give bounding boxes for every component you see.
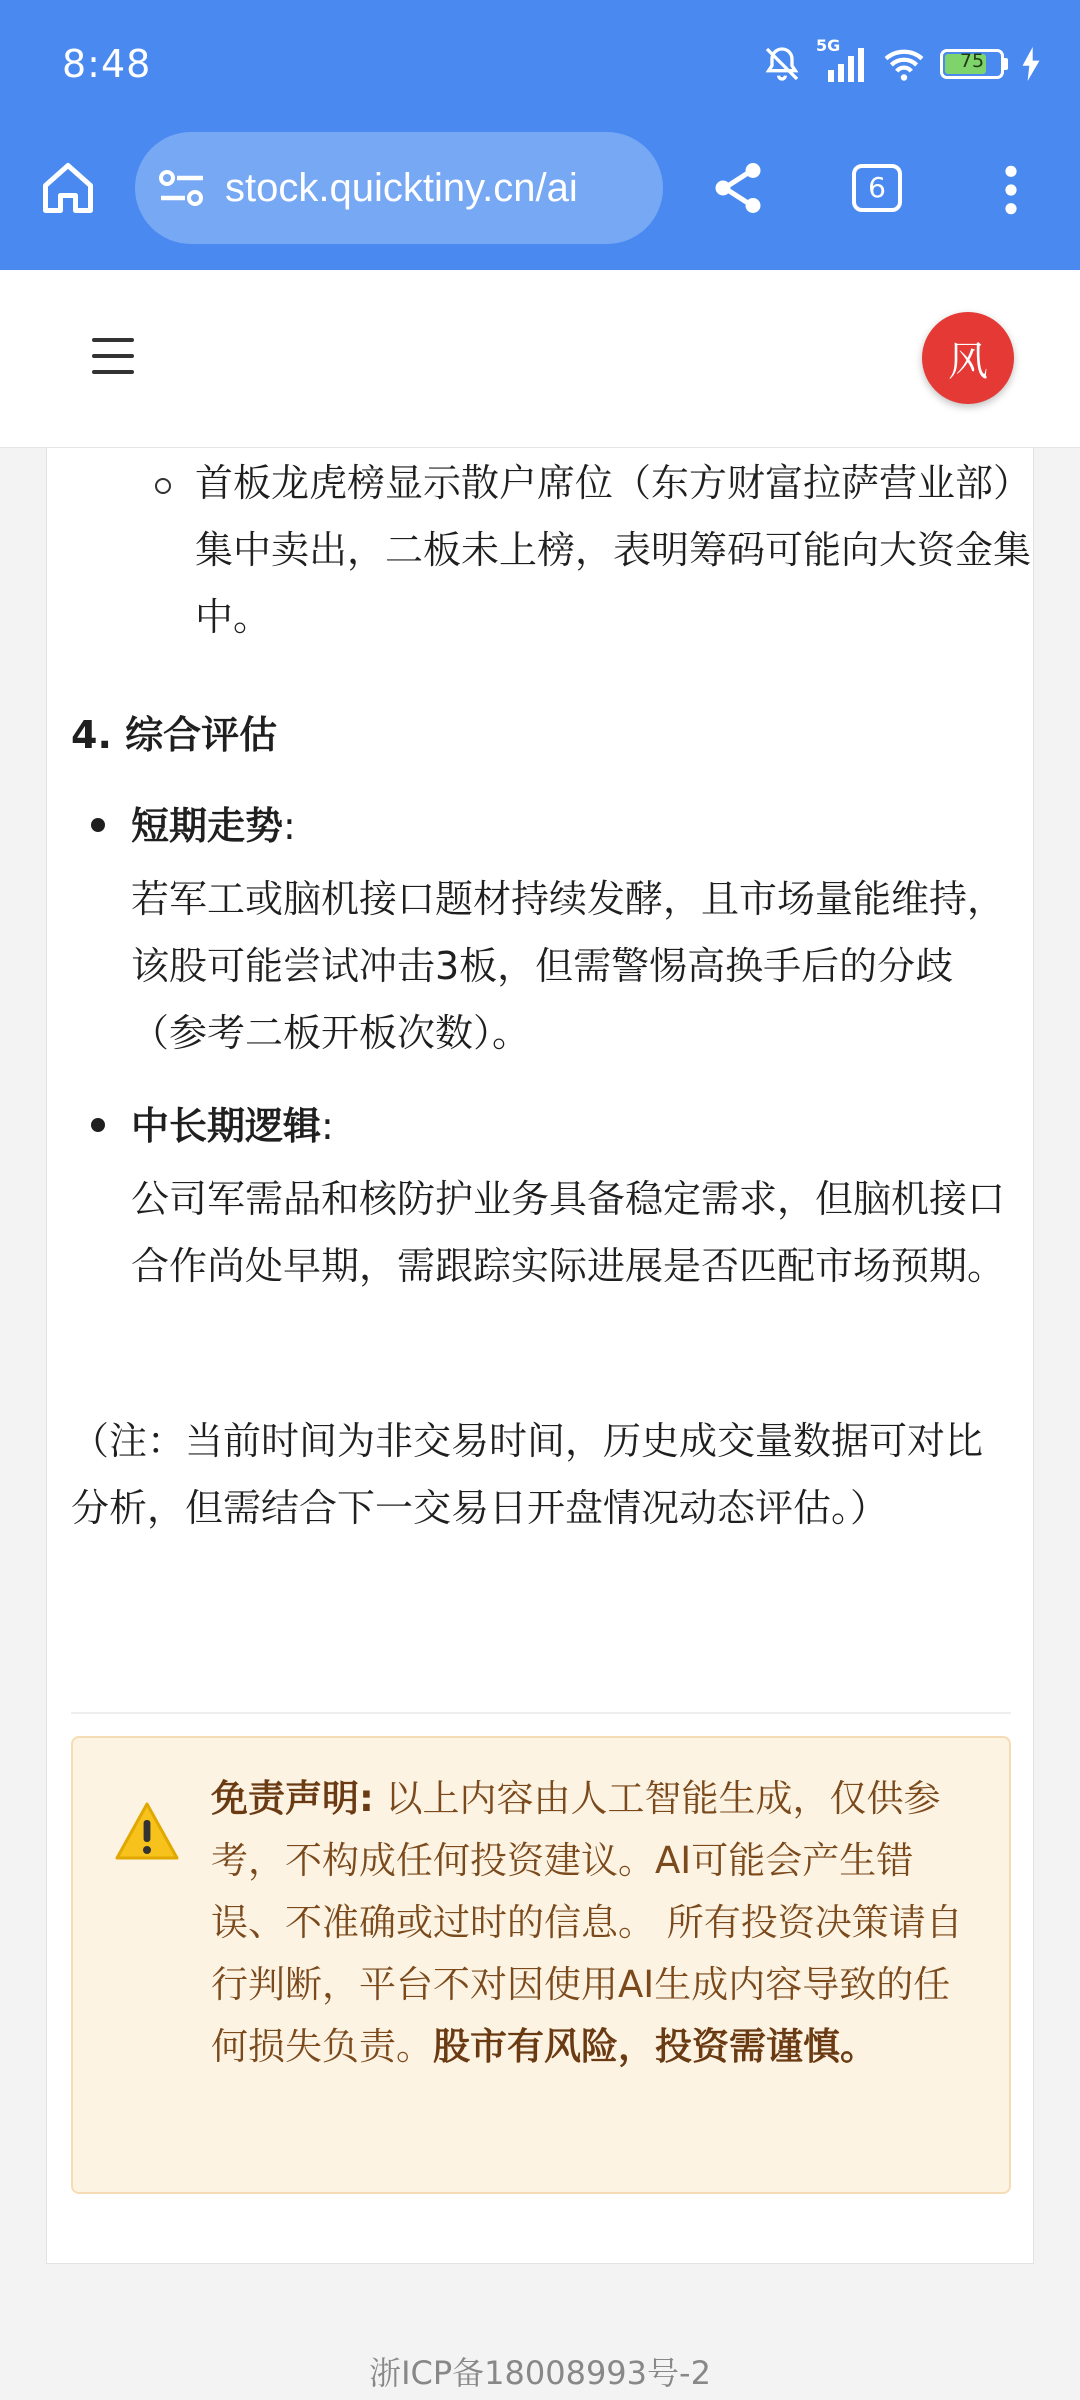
share-icon[interactable] [708, 158, 768, 218]
disclaimer-emphasis: 股市有风险，投资需谨慎。 [433, 2025, 877, 2068]
status-bar [0, 0, 1080, 130]
sub-list-item: 首板龙虎榜显示散户席位（东方财富拉萨营业部）集中卖出，二板未上榜，表明筹码可能向大资金集中。 [195, 461, 1032, 639]
tab-switcher-button[interactable]: 6 [852, 164, 902, 212]
section-title: 4. 综合评估 [71, 713, 278, 757]
icp-footer[interactable]: 浙ICP备18008993号-2 [369, 2354, 711, 2392]
url-bar[interactable] [135, 132, 663, 244]
bullet-separator: : [321, 1104, 334, 1148]
divider [71, 1712, 1011, 1714]
bullet-heading [131, 796, 296, 856]
user-avatar[interactable]: 风 [922, 312, 1014, 404]
wifi-icon [882, 46, 926, 82]
bullet-separator: : [283, 804, 296, 848]
network-label: 5G [816, 36, 841, 55]
disclaimer-text [211, 1768, 981, 2078]
bullet-dot [91, 1118, 105, 1132]
bullet-text: 若军工或脑机接口题材持续发酵，且市场量能维持，该股可能尝试冲击3板，但需警惕高换手后的分歧（参考二板开板次数）。 [131, 877, 1006, 1055]
browser-toolbar [0, 130, 1080, 270]
bullet-dot [91, 818, 105, 832]
bell-off-icon [762, 44, 802, 84]
sub-list-bullet [155, 478, 171, 494]
disclaimer-body: 以上内容由人工智能生成，仅供参考，不构成任何投资建议。AI可能会产生错误、不准确或过时的信息。 所有投资决策请自行判断，平台不对因使用AI生成内容导致的任何损失负责。 [211, 1777, 963, 2068]
battery-level: 75 [959, 50, 985, 72]
content-card [46, 448, 1034, 2264]
hamburger-menu-icon[interactable] [92, 338, 134, 378]
more-menu-icon[interactable] [996, 162, 1026, 218]
bullet-text: 公司军需品和核防护业务具备稳定需求，但脑机接口合作尚处早期，需跟踪实际进展是否匹配市场预期。 [131, 1177, 1006, 1288]
charging-icon [1022, 47, 1040, 81]
signal-icon [816, 36, 868, 82]
warning-icon [113, 1800, 181, 1864]
bullet-heading-label: 中长期逻辑 [131, 1104, 322, 1148]
disclaimer-label: 免责声明: [211, 1777, 374, 1820]
bullet-heading [131, 1096, 334, 1156]
url-text[interactable]: stock.quicktiny.cn/ai [225, 165, 578, 210]
app-header [0, 270, 1080, 448]
home-icon[interactable] [38, 158, 98, 218]
disclaimer-box [71, 1736, 1011, 2194]
site-settings-icon[interactable] [157, 166, 207, 210]
status-time: 8:48 [62, 42, 152, 86]
battery-icon [940, 49, 1008, 79]
bullet-heading-label: 短期走势 [131, 804, 284, 848]
status-icons [762, 36, 1040, 84]
note-paragraph: （注：当前时间为非交易时间，历史成交量数据可对比分析，但需结合下一交易日开盘情况动态评估。） [71, 1419, 984, 1530]
